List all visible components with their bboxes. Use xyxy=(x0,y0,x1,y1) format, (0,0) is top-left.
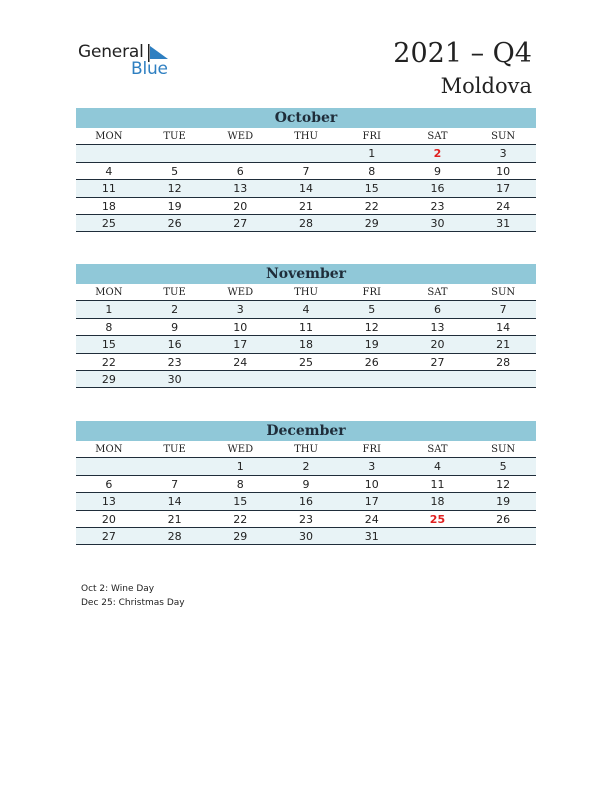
day-cell: 28 xyxy=(167,529,182,543)
day-cell: 20 xyxy=(430,338,445,352)
day-cell: 31 xyxy=(496,216,511,230)
empty-day-cell xyxy=(142,458,208,474)
day-cell: 16 xyxy=(299,495,314,509)
day-cell: 21 xyxy=(496,338,511,352)
day-cell: 23 xyxy=(167,355,182,369)
weekday-label: THU xyxy=(294,131,318,142)
day-cell: 17 xyxy=(496,182,511,196)
weekday-header-row xyxy=(76,128,536,145)
weekday-label: SUN xyxy=(491,131,516,142)
day-cell: 15 xyxy=(101,338,116,352)
day-cell: 6 xyxy=(433,303,441,317)
empty-day-cell xyxy=(207,371,273,387)
week-row xyxy=(76,458,536,475)
empty-day-cell xyxy=(405,371,471,387)
day-cell: 17 xyxy=(364,495,379,509)
day-cell: 9 xyxy=(433,164,441,178)
day-cell: 6 xyxy=(105,477,113,491)
day-cell: 2 xyxy=(302,460,310,474)
weekday-label: SAT xyxy=(427,287,448,298)
month-calendar-october xyxy=(76,108,536,232)
week-row xyxy=(76,163,536,180)
day-cell: 12 xyxy=(496,477,511,491)
month-title: October xyxy=(76,108,536,128)
country-name: Moldova xyxy=(440,74,532,98)
day-cell: 4 xyxy=(433,460,441,474)
day-cell: 28 xyxy=(496,355,511,369)
empty-day-cell xyxy=(273,371,339,387)
day-cell: 5 xyxy=(171,164,179,178)
day-cell: 21 xyxy=(167,512,182,526)
page-title: 2021 – Q4 xyxy=(393,38,532,69)
day-cell: 7 xyxy=(499,303,507,317)
empty-day-cell xyxy=(405,528,471,544)
week-row xyxy=(76,511,536,528)
day-cell: 9 xyxy=(302,477,310,491)
day-cell: 29 xyxy=(233,529,248,543)
day-cell: 27 xyxy=(101,529,116,543)
weekday-label: MON xyxy=(95,287,123,298)
day-cell: 28 xyxy=(299,216,314,230)
empty-day-cell xyxy=(76,145,142,161)
weekday-label: WED xyxy=(227,444,254,455)
day-cell: 12 xyxy=(167,182,182,196)
day-cell: 26 xyxy=(496,512,511,526)
week-row xyxy=(76,371,536,388)
day-cell: 2 xyxy=(171,303,179,317)
day-cell: 24 xyxy=(233,355,248,369)
weekday-label: WED xyxy=(227,131,254,142)
day-cell: 21 xyxy=(299,199,314,213)
month-title: December xyxy=(76,421,536,441)
week-row xyxy=(76,354,536,371)
month-calendar-november xyxy=(76,264,536,388)
weekday-header-row xyxy=(76,284,536,301)
day-cell: 25 xyxy=(299,355,314,369)
empty-day-cell xyxy=(470,528,536,544)
day-cell: 18 xyxy=(430,495,445,509)
logo-text-general: General xyxy=(78,42,144,62)
day-cell: 17 xyxy=(233,338,248,352)
day-cell: 23 xyxy=(299,512,314,526)
empty-day-cell xyxy=(339,371,405,387)
empty-day-cell xyxy=(76,458,142,474)
day-cell: 8 xyxy=(368,164,376,178)
day-cell: 14 xyxy=(299,182,314,196)
day-cell: 14 xyxy=(167,495,182,509)
day-cell: 29 xyxy=(101,372,116,386)
week-row xyxy=(76,336,536,353)
weekday-header-row xyxy=(76,441,536,458)
weekday-label: THU xyxy=(294,287,318,298)
day-cell: 8 xyxy=(236,477,244,491)
day-cell: 25 xyxy=(101,216,116,230)
day-cell: 15 xyxy=(364,182,379,196)
day-cell: 1 xyxy=(236,460,244,474)
day-cell: 22 xyxy=(233,512,248,526)
weekday-label: MON xyxy=(95,444,123,455)
day-cell: 12 xyxy=(364,320,379,334)
weekday-label: FRI xyxy=(362,131,381,142)
day-cell: 11 xyxy=(101,182,116,196)
week-row xyxy=(76,319,536,336)
day-cell: 31 xyxy=(364,529,379,543)
day-cell: 4 xyxy=(302,303,310,317)
day-cell: 8 xyxy=(105,320,113,334)
weekday-label: TUE xyxy=(163,444,186,455)
weekday-label: WED xyxy=(227,287,254,298)
day-cell: 20 xyxy=(101,512,116,526)
day-cell: 3 xyxy=(499,147,507,161)
weekday-label: MON xyxy=(95,131,123,142)
empty-day-cell xyxy=(470,371,536,387)
day-cell: 10 xyxy=(364,477,379,491)
day-cell: 24 xyxy=(496,199,511,213)
day-cell: 5 xyxy=(368,303,376,317)
brand-logo xyxy=(78,40,178,80)
week-row xyxy=(76,180,536,197)
day-cell: 30 xyxy=(167,372,182,386)
day-cell: 22 xyxy=(101,355,116,369)
week-row xyxy=(76,198,536,215)
day-cell: 25 xyxy=(429,512,446,526)
day-cell: 30 xyxy=(299,529,314,543)
day-cell: 27 xyxy=(430,355,445,369)
weekday-label: SUN xyxy=(491,444,516,455)
day-cell: 20 xyxy=(233,199,248,213)
day-cell: 16 xyxy=(430,182,445,196)
day-cell: 19 xyxy=(364,338,379,352)
weekday-label: SAT xyxy=(427,131,448,142)
day-cell: 1 xyxy=(368,147,376,161)
day-cell: 23 xyxy=(430,199,445,213)
weekday-label: SUN xyxy=(491,287,516,298)
day-cell: 13 xyxy=(233,182,248,196)
day-cell: 26 xyxy=(167,216,182,230)
day-cell: 10 xyxy=(496,164,511,178)
day-cell: 13 xyxy=(101,495,116,509)
day-cell: 7 xyxy=(302,164,310,178)
day-cell: 18 xyxy=(101,199,116,213)
day-cell: 27 xyxy=(233,216,248,230)
week-row xyxy=(76,528,536,545)
day-cell: 3 xyxy=(368,460,376,474)
weekday-label: THU xyxy=(294,444,318,455)
day-cell: 11 xyxy=(299,320,314,334)
holiday-note: Oct 2: Wine Day xyxy=(81,584,155,594)
day-cell: 6 xyxy=(236,164,244,178)
day-cell: 24 xyxy=(364,512,379,526)
weekday-label: SAT xyxy=(427,444,448,455)
week-row xyxy=(76,493,536,510)
day-cell: 26 xyxy=(364,355,379,369)
day-cell: 9 xyxy=(171,320,179,334)
day-cell: 10 xyxy=(233,320,248,334)
month-title: November xyxy=(76,264,536,284)
day-cell: 11 xyxy=(430,477,445,491)
day-cell: 18 xyxy=(299,338,314,352)
week-row xyxy=(76,145,536,162)
weekday-label: FRI xyxy=(362,287,381,298)
day-cell: 30 xyxy=(430,216,445,230)
logo-text-blue: Blue xyxy=(131,59,168,79)
week-row xyxy=(76,476,536,493)
weekday-label: FRI xyxy=(362,444,381,455)
holiday-notes xyxy=(81,582,185,610)
day-cell: 16 xyxy=(167,338,182,352)
day-cell: 13 xyxy=(430,320,445,334)
day-cell: 29 xyxy=(364,216,379,230)
holiday-note: Dec 25: Christmas Day xyxy=(81,598,185,608)
day-cell: 19 xyxy=(167,199,182,213)
empty-day-cell xyxy=(142,145,208,161)
empty-day-cell xyxy=(207,145,273,161)
day-cell: 14 xyxy=(496,320,511,334)
day-cell: 2 xyxy=(433,147,442,161)
weekday-label: TUE xyxy=(163,287,186,298)
week-row xyxy=(76,215,536,232)
day-cell: 3 xyxy=(236,303,244,317)
day-cell: 19 xyxy=(496,495,511,509)
day-cell: 5 xyxy=(499,460,507,474)
day-cell: 7 xyxy=(171,477,179,491)
month-calendar-december xyxy=(76,421,536,545)
day-cell: 15 xyxy=(233,495,248,509)
day-cell: 1 xyxy=(105,303,113,317)
day-cell: 22 xyxy=(364,199,379,213)
day-cell: 4 xyxy=(105,164,113,178)
weekday-label: TUE xyxy=(163,131,186,142)
empty-day-cell xyxy=(273,145,339,161)
week-row xyxy=(76,301,536,318)
